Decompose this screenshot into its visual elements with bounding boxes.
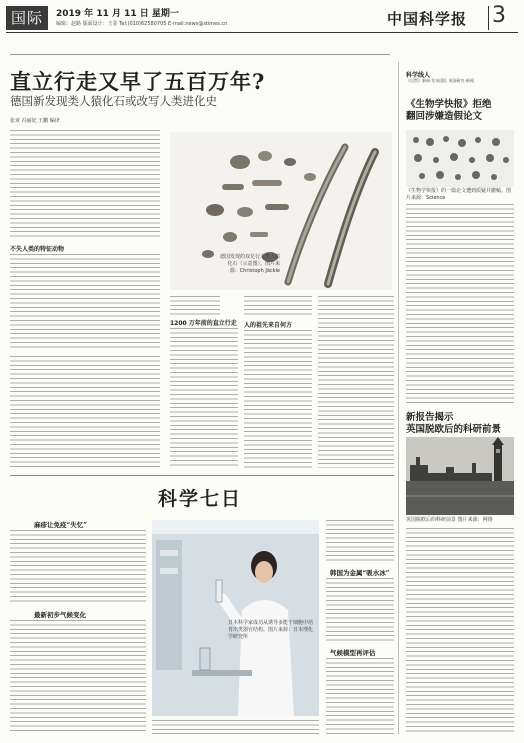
seven-days-item-4-body: [326, 658, 394, 734]
lead-byline: 张章 冯丽妃 王鹏 编译: [10, 118, 60, 124]
issue-date: 2019 年 11 月 11 日 星期一: [56, 9, 179, 19]
editor-credits: 编辑：赵路 版面设计：王菲 Tel:(010)62580705 E-mail:news@stimes.cn: [56, 21, 228, 27]
sidebar-body-2: [406, 528, 514, 734]
lead-headline[interactable]: 直立行走又早了五百万年?: [10, 69, 266, 94]
seven-days-item-3-head[interactable]: 韩国为金属“吸水冰”: [330, 569, 390, 577]
sidebar-title-brexit[interactable]: [406, 412, 501, 436]
lead-body-column-5: [170, 328, 238, 468]
lab-photo: [152, 520, 319, 716]
seven-days-item-3-body: [326, 578, 394, 642]
sidebar-title-brexit-text: 新报告揭示 英国脱欧后的科研前景: [406, 412, 502, 435]
lead-body-column-3: [10, 356, 160, 468]
section-tag: 国际: [6, 6, 48, 30]
sidebar-image-parliament: [406, 437, 514, 515]
paper-name: 中国科学报: [387, 10, 468, 28]
sidebar-title-retraction-text: 《生物学快报》拒绝 翻回涉嫌造假论文: [406, 99, 492, 122]
sidebar-image-fossils: [406, 130, 514, 187]
lead-subheadline: 德国新发现类人猿化石或改写人类进化史: [10, 94, 217, 108]
sidebar-kicker-sub: 《自然》新闻·发布团队 英国研究·新闻: [406, 78, 474, 83]
seven-days-item-4-head[interactable]: 气候模型再评估: [330, 649, 376, 657]
lead-column-heading-2: 人的祖先来自何方: [244, 322, 293, 329]
lead-body-column-2: [10, 254, 160, 350]
seven-days-item-2-head[interactable]: 最新初步气候变化: [34, 611, 86, 619]
sidebar-divider: [398, 62, 399, 734]
sidebar-kicker: 科学线人: [406, 72, 431, 79]
lead-section-head: 不失人类的特征动物: [10, 246, 65, 253]
headline-rule: [10, 54, 390, 55]
sidebar-image-parliament-caption: 英国脱欧后的科研前景 图片来源：网络: [406, 517, 493, 523]
lead-body-column-8: [318, 296, 394, 468]
seven-days-photo-text: [152, 720, 319, 734]
lead-body-column-1: [10, 130, 160, 240]
seven-days-rule: [10, 475, 394, 476]
lead-column-heading: 1200 万年前的直立行走: [170, 320, 237, 327]
header-separator: [488, 6, 489, 30]
sidebar-image-fossils-caption: 《生物学快报》的一篇论文遭到质疑并撤稿。图片来源：Science: [406, 188, 512, 201]
seven-days-item-2-body: [10, 620, 146, 734]
seven-days-item-1-head[interactable]: 麻疹让免疫“失忆”: [34, 521, 87, 529]
seven-days-item-1-body: [10, 530, 146, 604]
fossil-photo: [170, 132, 392, 290]
page-number: 3: [492, 3, 506, 28]
lead-body-column-4: [170, 296, 220, 316]
lab-photo-caption: 日本科学家成功从诱导多能干细胞中培育出类器官结构。图片来源：日本理化学研究所: [228, 620, 314, 640]
lead-body-column-6: [244, 296, 312, 318]
sidebar-body-1: [406, 204, 514, 404]
sidebar-title-retraction[interactable]: [406, 99, 492, 123]
seven-days-title: 科学七日: [158, 488, 243, 510]
fossil-photo-caption: 德国发现的双足行走类人猿化石（示意图）。图片来源：Christoph Jäckle: [220, 254, 281, 274]
header-rule: [6, 32, 518, 33]
seven-days-column-2: [326, 520, 394, 562]
lead-body-column-7: [244, 330, 312, 468]
